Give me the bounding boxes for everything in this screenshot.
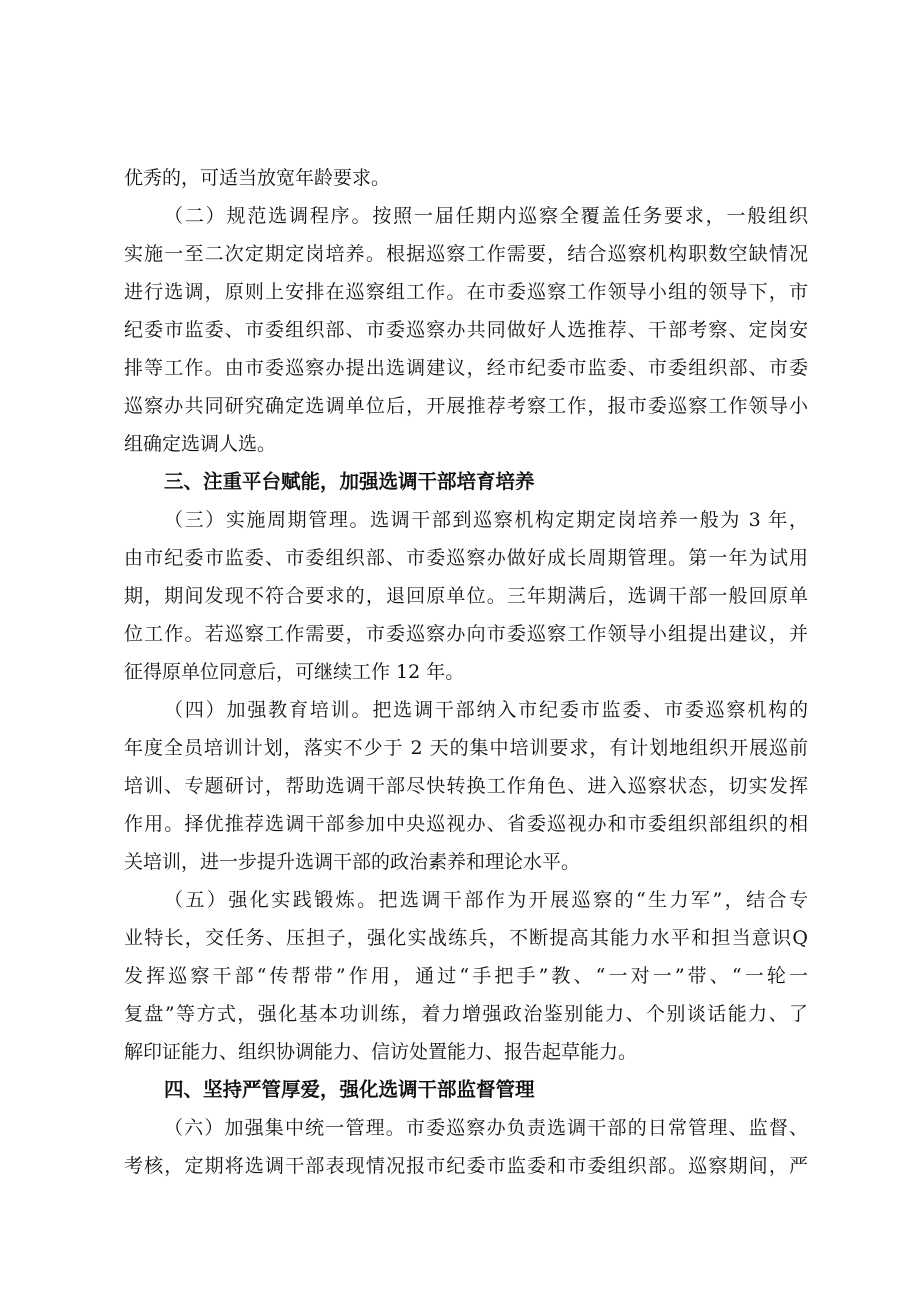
- text-line: 发挥巡察干部“传帮带”作用，通过“手把手”教、“一对一”带、“一轮一: [124, 965, 808, 987]
- text-line: 实施一至二次定期定岗培养。根据巡察工作需要，结合巡察机构职数空缺情况: [124, 243, 808, 265]
- text-line: 位工作。若巡察工作需要，市委巡察办向市委巡察工作领导小组提出建议，并: [124, 623, 808, 645]
- text-line: 组确定选调人选。: [124, 433, 277, 455]
- text-line: 排等工作。由市委巡察办提出选调建议，经市纪委市监委、市委组织部、市委: [124, 357, 808, 379]
- text-line: 业特长，交任务、压担子，强化实战练兵，不断提高其能力水平和担当意识Q: [124, 927, 808, 949]
- paragraph-3-heading: （三）实施周期管理。选调干部到巡察机构定期定岗培养一般为 3 年，: [164, 509, 808, 531]
- text-line: 关培训，进一步提升选调干部的政治素养和理论水平。: [124, 851, 581, 873]
- text-line: 复盘”等方式，强化基本功训练，着力增强政治鉴别能力、个别谈话能力、了: [124, 1003, 808, 1025]
- paragraph-4-heading: （四）加强教育培训。把选调干部纳入市纪委市监委、市委巡察机构的: [164, 699, 808, 721]
- section-heading-4: 四、坚持严管厚爱，强化选调干部监督管理: [164, 1078, 535, 1101]
- section-heading-3: 三、注重平台赋能，加强选调干部培育培养: [164, 470, 535, 493]
- paragraph-6-heading: （六）加强集中统一管理。市委巡察办负责选调干部的日常管理、监督、: [164, 1117, 808, 1139]
- text-line: 考核，定期将选调干部表现情况报市纪委市监委和市委组织部。巡察期间，严: [124, 1155, 808, 1177]
- text-line: 年度全员培训计划，落实不少于 2 天的集中培训要求，有计划地组织开展巡前: [124, 737, 808, 759]
- text-line: 培训、专题研讨，帮助选调干部尽快转换工作角色、进入巡察状态，切实发挥: [124, 775, 808, 797]
- text-line: 进行选调，原则上安排在巡察组工作。在市委巡察工作领导小组的领导下，市: [124, 281, 808, 303]
- text-line: 巡察办共同研究确定选调单位后，开展推荐考察工作，报市委巡察工作领导小: [124, 395, 808, 417]
- paragraph-5-heading: （五）强化实践锻炼。把选调干部作为开展巡察的“生力军”，结合专: [164, 889, 808, 911]
- text-line: 期，期间发现不符合要求的，退回原单位。三年期满后，选调干部一般回原单: [124, 585, 808, 607]
- text-line: 作用。择优推荐选调干部参加中央巡视办、省委巡视办和市委组织部组织的相: [124, 813, 808, 835]
- text-line: 纪委市监委、市委组织部、市委巡察办共同做好人选推荐、干部考察、定岗安: [124, 319, 808, 341]
- text-line: 征得原单位同意后，可继续工作 12 年。: [124, 661, 465, 683]
- text-line: 解印证能力、组织协调能力、信访处置能力、报告起草能力。: [124, 1041, 638, 1063]
- text-line: 由市纪委市监委、市委组织部、市委巡察办做好成长周期管理。第一年为试用: [124, 547, 808, 569]
- text-line: 优秀的，可适当放宽年龄要求。: [124, 167, 391, 189]
- paragraph-2-heading: （二）规范选调程序。按照一届任期内巡察全覆盖任务要求，一般组织: [164, 205, 808, 227]
